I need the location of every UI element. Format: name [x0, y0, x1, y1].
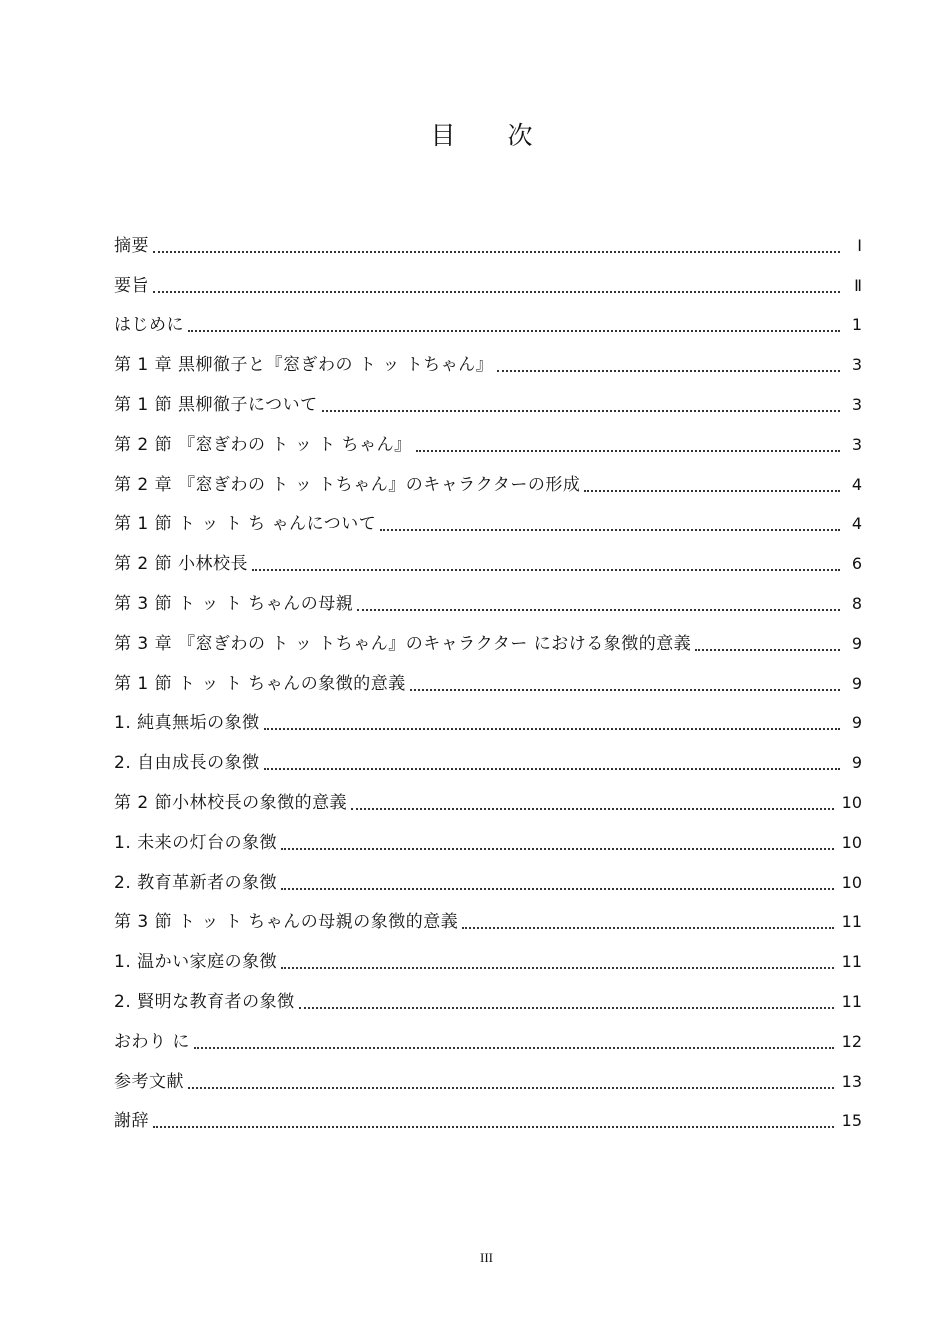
toc-entry[interactable]	[114, 1096, 862, 1136]
toc-entry[interactable]	[114, 777, 862, 817]
toc-dot-leader	[380, 529, 840, 531]
toc-entry-page: 3	[851, 434, 862, 454]
toc-entry-page: 9	[851, 713, 862, 733]
toc-dot-leader	[416, 450, 840, 452]
toc-dot-leader	[357, 609, 840, 611]
toc-entry[interactable]	[114, 737, 862, 777]
toc-entry-label: 第 1 章 黒柳徹子と『窓ぎわの ト ッ トちゃん』	[114, 355, 494, 376]
toc-entry-label: おわり に	[114, 1031, 190, 1052]
toc-entry[interactable]	[114, 897, 862, 937]
toc-entry-page: Ⅰ	[857, 235, 862, 255]
toc-entry-label: 謝辞	[114, 1111, 149, 1132]
toc-entry-label: 要旨	[114, 275, 149, 296]
toc-entry[interactable]	[114, 976, 862, 1016]
toc-entry-page: 6	[851, 554, 862, 574]
toc-entry-label: 第 3 節 ト ッ ト ちゃんの母親	[114, 593, 354, 614]
toc-dot-leader	[410, 689, 840, 691]
toc-entry-label: 第 2 章 『窓ぎわの ト ッ トちゃん』のキャラクターの形成	[114, 474, 581, 495]
table-of-contents	[114, 220, 862, 1135]
toc-entry[interactable]	[114, 1016, 862, 1056]
toc-entry-page: 4	[851, 474, 862, 494]
toc-dot-leader	[153, 1126, 834, 1128]
toc-entry[interactable]	[114, 817, 862, 857]
toc-dot-leader	[322, 410, 840, 412]
toc-entry[interactable]	[114, 936, 862, 976]
toc-dot-leader	[281, 888, 834, 890]
toc-entry-label: 第 2 節小林校長の象徴的意義	[114, 792, 348, 813]
toc-dot-leader	[584, 490, 840, 492]
page-number: III	[480, 1250, 493, 1265]
toc-dot-leader	[188, 330, 840, 332]
toc-entry-page: 10	[841, 792, 862, 812]
toc-entry[interactable]	[114, 300, 862, 340]
toc-entry[interactable]	[114, 857, 862, 897]
toc-entry-page: 3	[851, 355, 862, 375]
toc-entry-page: 8	[851, 593, 862, 613]
toc-entry[interactable]	[114, 339, 862, 379]
toc-dot-leader	[188, 1087, 834, 1089]
toc-entry-label: 第 1 節 黒柳徹子について	[114, 394, 318, 415]
toc-dot-leader	[462, 927, 833, 929]
toc-entry-label: 1. 純真無垢の象徴	[114, 713, 260, 734]
toc-entry-page: 11	[841, 991, 862, 1011]
toc-dot-leader	[153, 291, 840, 293]
toc-entry-label: 摘要	[114, 235, 149, 256]
toc-entry[interactable]	[114, 379, 862, 419]
toc-entry-page: 9	[851, 673, 862, 693]
toc-entry-label: 2. 賢明な教育者の象徴	[114, 991, 295, 1012]
toc-entry-label: 第 1 節 ト ッ ト ち ゃんについて	[114, 514, 377, 535]
toc-entry[interactable]	[114, 1056, 862, 1096]
toc-dot-leader	[264, 728, 840, 730]
toc-entry[interactable]	[114, 499, 862, 539]
toc-dot-leader	[299, 1007, 834, 1009]
toc-entry-label: 1. 温かい家庭の象徴	[114, 952, 278, 973]
toc-dot-leader	[281, 967, 834, 969]
toc-entry[interactable]	[114, 618, 862, 658]
toc-dot-leader	[153, 251, 840, 253]
toc-entry-label: 第 2 節 『窓ぎわの ト ッ ト ちゃん』	[114, 434, 412, 455]
toc-entry-page: 15	[841, 1111, 862, 1131]
toc-entry[interactable]	[114, 459, 862, 499]
toc-entry-label: 2. 自由成長の象徴	[114, 753, 260, 774]
toc-entry-page: 9	[851, 633, 862, 653]
toc-entry[interactable]	[114, 578, 862, 618]
toc-entry-page: 3	[851, 394, 862, 414]
toc-entry-label: 第 3 章 『窓ぎわの ト ッ トちゃん』のキャラクター における象徴的意義	[114, 633, 692, 654]
toc-entry-page: 4	[851, 514, 862, 534]
page-title: 目 次	[430, 121, 555, 150]
toc-entry-label: 第 3 節 ト ッ ト ちゃんの母親の象徴的意義	[114, 912, 459, 933]
toc-entry-page: 9	[851, 753, 862, 773]
toc-dot-leader	[281, 848, 834, 850]
toc-entry-page: 10	[841, 832, 862, 852]
toc-entry-label: 第 1 節 ト ッ ト ちゃんの象徴的意義	[114, 673, 406, 694]
toc-entry-label: 参考文献	[114, 1071, 184, 1092]
toc-entry-page: 11	[841, 912, 862, 932]
toc-entry[interactable]	[114, 698, 862, 738]
toc-dot-leader	[695, 649, 840, 651]
toc-dot-leader	[497, 370, 840, 372]
toc-entry[interactable]	[114, 220, 862, 260]
toc-entry[interactable]	[114, 538, 862, 578]
toc-entry-label: 第 2 節 小林校長	[114, 554, 249, 575]
toc-entry-label: はじめに	[114, 315, 184, 336]
toc-entry-page: 11	[841, 952, 862, 972]
toc-entry-page: 1	[851, 315, 862, 335]
toc-dot-leader	[264, 768, 840, 770]
toc-entry[interactable]	[114, 260, 862, 300]
toc-entry[interactable]	[114, 658, 862, 698]
toc-entry-page: 13	[841, 1071, 862, 1091]
toc-dot-leader	[351, 808, 834, 810]
toc-entry-page: 10	[841, 872, 862, 892]
toc-entry-label: 1. 未来の灯台の象徴	[114, 832, 278, 853]
toc-dot-leader	[252, 569, 840, 571]
toc-entry-label: 2. 教育革新者の象徴	[114, 872, 278, 893]
toc-entry-page: 12	[841, 1031, 862, 1051]
toc-entry-page: Ⅱ	[854, 275, 862, 295]
toc-dot-leader	[194, 1047, 834, 1049]
toc-entry[interactable]	[114, 419, 862, 459]
